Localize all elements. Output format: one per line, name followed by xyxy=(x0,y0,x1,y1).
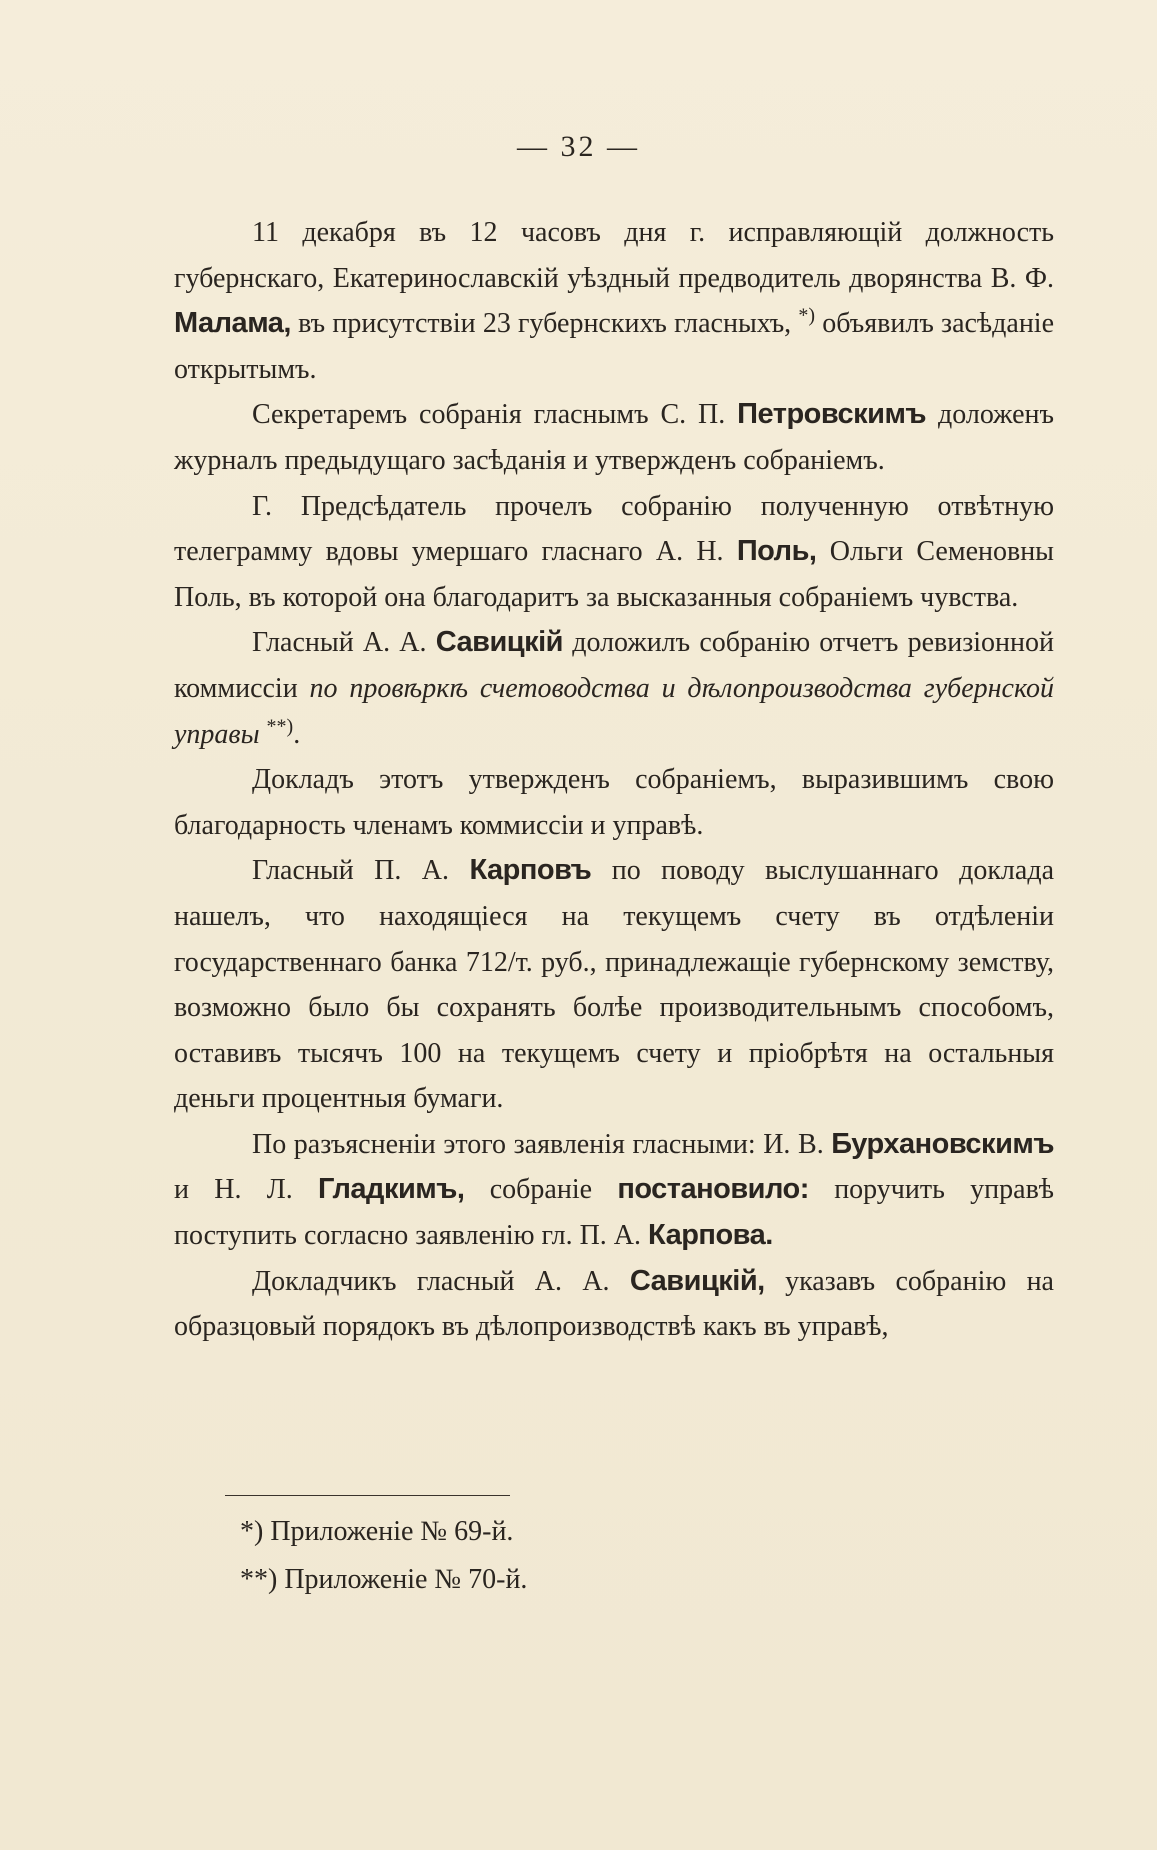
text-run: Докладъ этотъ утвержденъ собраніемъ, выразившимъ свою благодарность членамъ коммиссіи и управѣ. xyxy=(174,764,1054,841)
text-run: поручить управѣ поступить согласно заявленію гл. П. А. xyxy=(174,1174,1054,1252)
person-name: Карповъ xyxy=(469,854,592,887)
text-run: Г. Предсѣдатель прочелъ собранію полученную отвѣтную телеграмму вдовы умершаго гласнаго А. Н. xyxy=(174,490,1054,568)
footnote-marker: **) xyxy=(266,715,294,738)
text-run: Гласный П. А. xyxy=(252,855,470,887)
footnote-2: **) Приложеніе № 70-й. xyxy=(240,1564,528,1595)
paragraph-speaker xyxy=(174,1259,1054,1350)
resolution-word: постановило: xyxy=(617,1173,809,1206)
person-name: Савицкій, xyxy=(629,1264,765,1297)
person-name: Гладкимъ, xyxy=(318,1173,465,1206)
person-name: Малама, xyxy=(174,307,291,340)
person-name: Бурхановскимъ xyxy=(831,1127,1054,1160)
footnote-divider xyxy=(225,1495,510,1496)
text-run: указавъ собранію на образцовый порядокъ въ дѣлопроизводствѣ какъ въ управѣ, xyxy=(174,1265,1054,1343)
paragraph-audit-report xyxy=(174,620,1054,757)
body-text xyxy=(174,210,1054,1350)
text-run: собраніе xyxy=(464,1174,618,1206)
text-run: Ольги Семеновны Поль, въ которой она благодаритъ за высказанныя собраніемъ чувства. xyxy=(174,536,1054,613)
text-run: 11 декабря въ 12 часовъ дня г. исправляющій должность губернскаго, Екатеринославскій уѣздный предводитель дворянства В. Ф. xyxy=(174,217,1054,294)
paragraph-opening xyxy=(174,210,1054,392)
text-run: Секретаремъ собранія гласнымъ С. П. xyxy=(252,399,738,431)
footnote-marker: *) xyxy=(798,304,816,327)
text-run: Гласный А. А. xyxy=(252,627,436,659)
person-name: Поль, xyxy=(736,535,817,568)
text-run: объявилъ засѣданіе открытымъ. xyxy=(174,308,1055,385)
footnote-1: *) Приложеніе № 69-й. xyxy=(240,1516,514,1547)
italic-text: по провѣркѣ счетоводства и дѣлопроизводства губернской управы xyxy=(174,672,1054,750)
paragraph-resolution xyxy=(174,1122,1054,1259)
paragraph-approval xyxy=(174,757,1054,848)
person-name: Карпова. xyxy=(648,1219,773,1252)
text-run: по поводу выслушаннаго доклада нашелъ, что находящіеся на текущемъ счету въ отдѣленіи государственнаго банка 712/т. руб., принадлежащіе губернскому земству, возможно было бы сохранять болѣе производительнымъ способомъ, оставивъ тысячъ 100 на текущемъ счету и пріобрѣтя на остальныя деньги процентныя бумаги. xyxy=(174,855,1055,1115)
text-run: Докладчикъ гласный А. А. xyxy=(252,1265,630,1297)
paragraph-secretary xyxy=(174,392,1054,483)
person-name: Петровскимъ xyxy=(737,398,927,431)
paragraph-karpov xyxy=(174,848,1054,1122)
text-run: . xyxy=(293,718,301,750)
page-number: — 32 — xyxy=(517,130,640,163)
text-run: въ присутствіи 23 губернскихъ гласныхъ, xyxy=(290,308,799,340)
footnotes xyxy=(240,1508,740,1604)
paragraph-telegram xyxy=(174,484,1054,621)
text-run: доложилъ собранію отчетъ ревизіонной коммиссіи xyxy=(174,627,1054,704)
text-run: доложенъ журналъ предыдущаго засѣданія и утвержденъ собраніемъ. xyxy=(174,399,1054,476)
text-run: По разъясненіи этого заявленія гласными: И. В. xyxy=(252,1128,832,1160)
person-name: Савицкій xyxy=(435,626,564,659)
text-run: и Н. Л. xyxy=(174,1174,319,1206)
